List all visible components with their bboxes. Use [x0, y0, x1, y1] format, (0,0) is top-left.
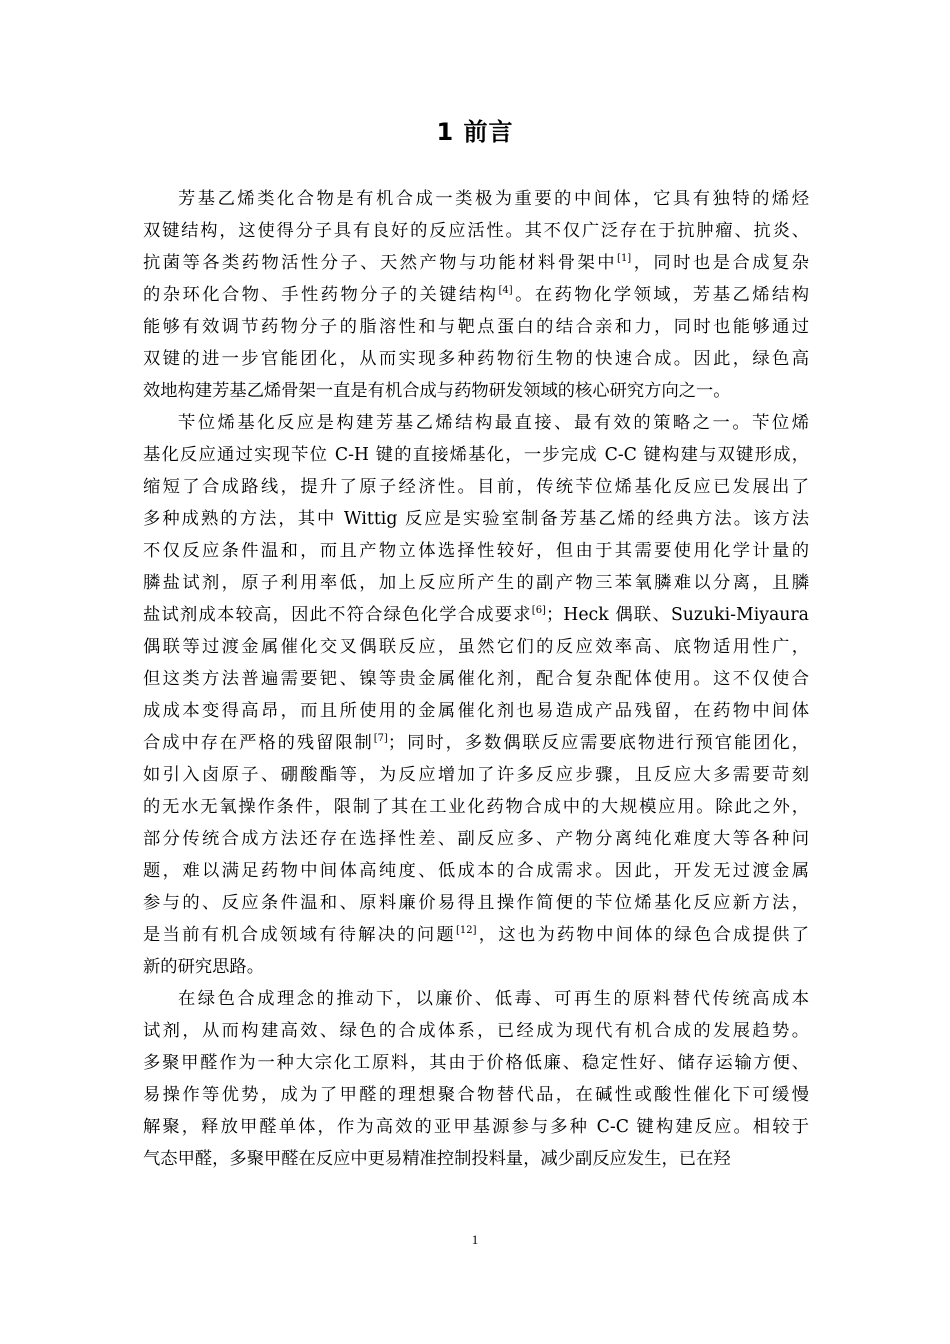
text-line	[143, 951, 809, 983]
text-run: 芳基乙烯类化合物是有机合成一类极为重要的中间体，它具有独特的烯烃	[178, 189, 809, 209]
text-run: 多种成熟的方法，其中 Wittig 反应是实验室制备芳基乙烯的经典方法。该方法	[143, 509, 809, 529]
text-run: 抗菌等各类药物活性分子、天然产物与功能材料骨架中	[143, 253, 618, 273]
citation-ref: [12]	[455, 925, 477, 936]
text-line	[143, 343, 809, 375]
text-line	[143, 887, 809, 919]
text-line	[143, 855, 809, 887]
text-run: 双键的进一步官能团化，从而实现多种药物衍生物的快速合成。因此，绿色高	[143, 349, 809, 369]
text-run: 盐试剂成本较高，因此不符合绿色化学合成要求	[143, 605, 532, 625]
text-line	[143, 791, 809, 823]
text-line	[143, 503, 809, 535]
text-run: 的杂环化合物、手性药物分子的关键结构	[143, 285, 499, 305]
text-line	[143, 823, 809, 855]
text-line	[143, 1015, 809, 1047]
text-line	[143, 215, 809, 247]
text-line	[143, 247, 809, 279]
text-line	[143, 983, 809, 1015]
text-line	[143, 727, 809, 759]
text-run: 合成中存在严格的残留限制	[143, 733, 374, 753]
text-run: 双键结构，这使得分子具有良好的反应活性。其不仅广泛存在于抗肿瘤、抗炎、	[143, 221, 809, 241]
text-line	[143, 663, 809, 695]
text-run: 成成本变得高昂，而且所使用的金属催化剂也易造成产品残留，在药物中间体	[143, 701, 809, 721]
text-run: 不仅反应条件温和，而且产物立体选择性较好，但由于其需要使用化学计量的	[143, 541, 809, 561]
text-line	[143, 1143, 809, 1175]
text-run: ；Heck 偶联、Suzuki-Miyaura	[545, 605, 809, 625]
text-run: ，同时也是合成复杂	[631, 253, 809, 273]
citation-ref: [7]	[373, 733, 388, 744]
paragraph	[143, 407, 809, 983]
text-line	[143, 599, 809, 631]
text-run: 苄位烯基化反应是构建芳基乙烯结构最直接、最有效的策略之一。苄位烯	[178, 413, 809, 433]
text-line	[143, 279, 809, 311]
citation-ref: [1]	[617, 253, 632, 264]
text-run: 膦盐试剂，原子利用率低，加上反应所产生的副产物三苯氧膦难以分离，且膦	[143, 573, 809, 593]
text-run: 在绿色合成理念的推动下，以廉价、低毒、可再生的原料替代传统高成本	[178, 989, 809, 1009]
text-line	[143, 567, 809, 599]
paragraph	[143, 183, 809, 407]
text-line	[143, 535, 809, 567]
text-run: 偶联等过渡金属催化交叉偶联反应，虽然它们的反应效率高、底物适用性广，	[143, 637, 809, 657]
text-run: ，这也为药物中间体的绿色合成提供了	[476, 925, 809, 945]
text-line	[143, 1079, 809, 1111]
text-line	[143, 631, 809, 663]
text-line	[143, 1111, 809, 1143]
text-run: 。在药物化学领域，芳基乙烯结构	[512, 285, 809, 305]
text-run: 题，难以满足药物中间体高纯度、低成本的合成需求。因此，开发无过渡金属	[143, 861, 809, 881]
text-line	[143, 759, 809, 791]
page-number: 1	[471, 1232, 479, 1247]
text-run: 如引入卤原子、硼酸酯等，为反应增加了许多反应步骤，且反应大多需要苛刻	[143, 765, 809, 785]
text-run: 但这类方法普遍需要钯、镍等贵金属催化剂，配合复杂配体使用。这不仅使合	[143, 669, 809, 689]
text-run: 多聚甲醛作为一种大宗化工原料，其由于价格低廉、稳定性好、储存运输方便、	[143, 1053, 809, 1073]
text-run: 效地构建芳基乙烯骨架一直是有机合成与药物研发领域的核心研究方向之一。	[143, 381, 731, 401]
text-run: 易操作等优势，成为了甲醛的理想聚合物替代品，在碱性或酸性催化下可缓慢	[143, 1085, 809, 1105]
text-run: 基化反应通过实现苄位 C-H 键的直接烯基化，一步完成 C-C 键构建与双键形成，	[143, 445, 809, 465]
text-run: 气态甲醛，多聚甲醛在反应中更易精准控制投料量，减少副反应发生，已在羟	[143, 1149, 731, 1169]
section-title: 1 前言	[436, 118, 514, 146]
text-run: 新的研究思路。	[143, 957, 264, 977]
section-body	[143, 183, 809, 1175]
text-run: 是当前有机合成领域有待解决的问题	[143, 925, 456, 945]
text-line	[143, 919, 809, 951]
text-run: 缩短了合成路线，提升了原子经济性。目前，传统苄位烯基化反应已发展出了	[143, 477, 809, 497]
text-line	[143, 471, 809, 503]
text-run: 的无水无氧操作条件，限制了其在工业化药物合成中的大规模应用。除此之外，	[143, 797, 809, 817]
text-run: 能够有效调节药物分子的脂溶性和与靶点蛋白的结合亲和力，同时也能够通过	[143, 317, 809, 337]
text-run: 部分传统合成方法还存在选择性差、副反应多、产物分离纯化难度大等各种问	[143, 829, 809, 849]
text-line	[143, 311, 809, 343]
text-run: ；同时，多数偶联反应需要底物进行预官能团化，	[387, 733, 809, 753]
text-run: 试剂，从而构建高效、绿色的合成体系，已经成为现代有机合成的发展趋势。	[143, 1021, 809, 1041]
citation-ref: [6]	[531, 605, 546, 616]
text-line	[143, 439, 809, 471]
text-run: 解聚，释放甲醛单体，作为高效的亚甲基源参与多种 C-C 键构建反应。相较于	[143, 1117, 809, 1137]
text-line	[143, 375, 809, 407]
text-run: 参与的、反应条件温和、原料廉价易得且操作简便的苄位烯基化反应新方法，	[143, 893, 809, 913]
text-line	[143, 1047, 809, 1079]
text-line	[143, 695, 809, 727]
paragraph	[143, 983, 809, 1175]
text-line	[143, 407, 809, 439]
citation-ref: [4]	[498, 285, 513, 296]
text-line	[143, 183, 809, 215]
